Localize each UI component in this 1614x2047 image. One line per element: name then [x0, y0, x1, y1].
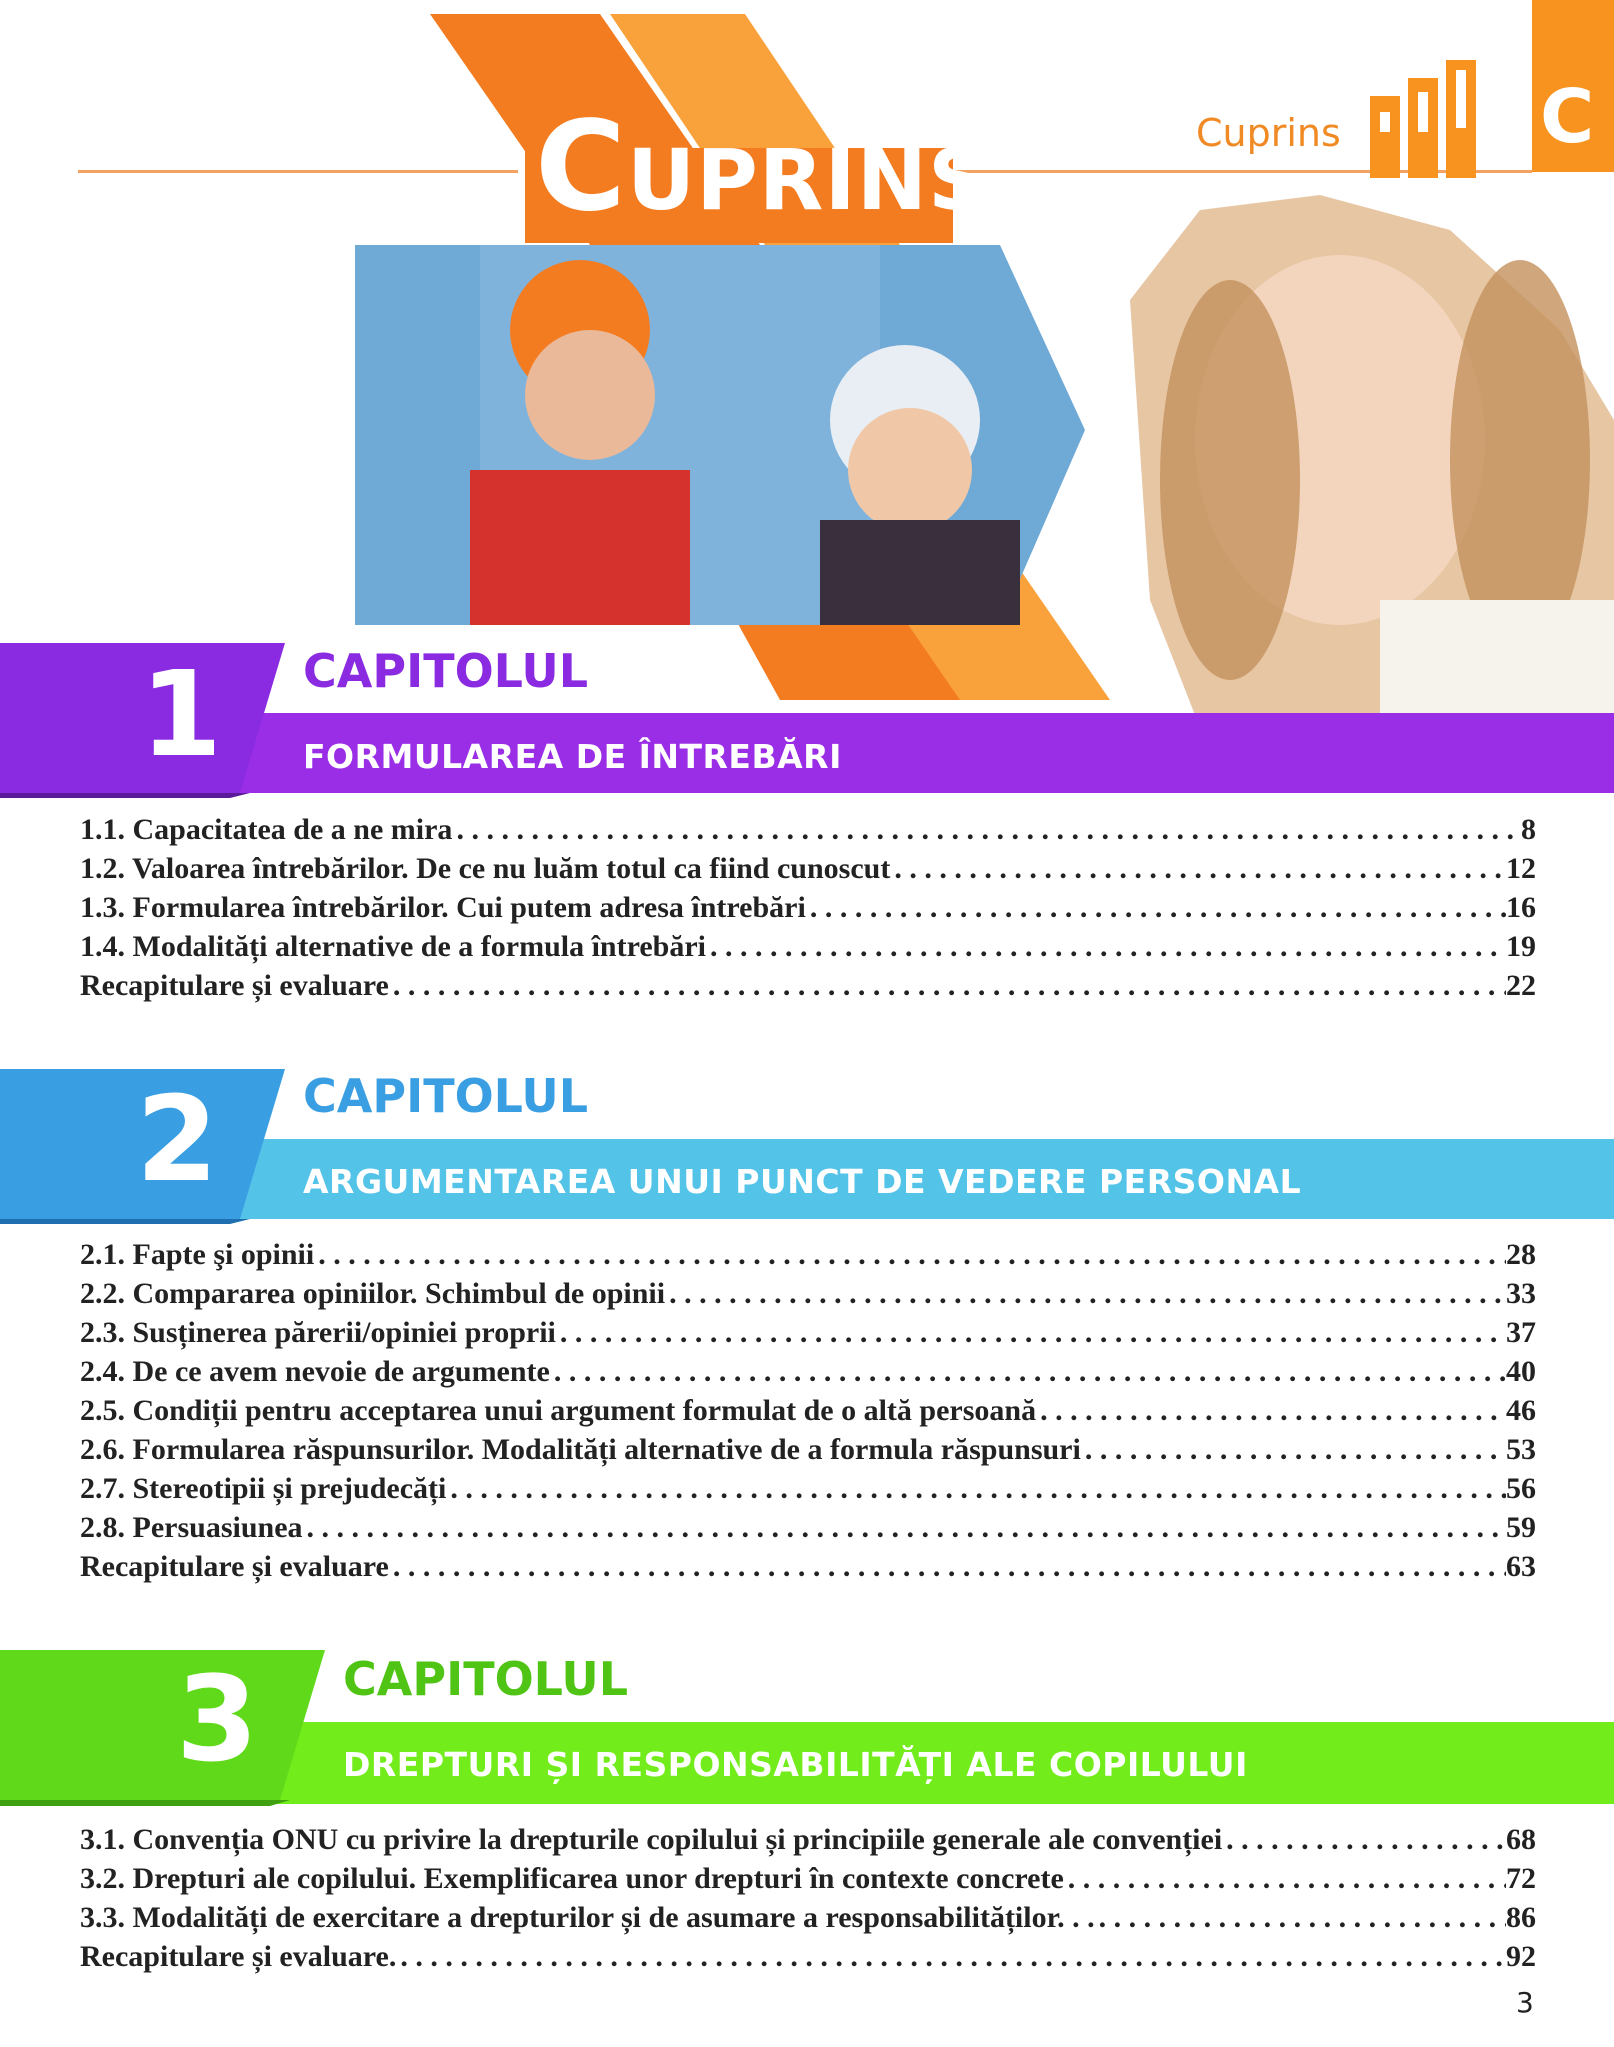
toc-item[interactable]: 3.2. Drepturi ale copilului. Exemplificarea unor drepturi în contexte concrete . . . 72 [80, 1862, 1536, 1901]
chapter-2-title: ARGUMENTAREA UNUI PUNCT DE VEDERE PERSONAL [303, 1162, 1302, 1201]
page-title: CUPRINS [535, 95, 990, 239]
chapter-1-toc [80, 813, 1536, 1008]
toc-item[interactable]: Recapitulare și evaluare. . . . 92 [80, 1940, 1536, 1979]
chapter-3-label: CAPITOLUL [343, 1652, 629, 1706]
corner-letter: C [1540, 74, 1595, 160]
chapter-3-title: DREPTURI ȘI RESPONSABILITĂȚI ALE COPILULUI [343, 1745, 1248, 1784]
toc-item[interactable]: 2.8. Persuasiunea . . . 59 [80, 1511, 1536, 1550]
photo-girl-hair [1160, 280, 1300, 680]
toc-item[interactable]: 3.1. Convenția ONU cu privire la drepturile copilului și principiile generale ale convenției . . . 68 [80, 1823, 1536, 1862]
chapter-1-title: FORMULAREA DE ÎNTREBĂRI [303, 737, 842, 776]
bars-icon [1368, 56, 1520, 180]
toc-item[interactable]: 3.3. Modalități de exercitare a drepturilor și de asumare a responsabilităților. . . . . . 86 [80, 1901, 1536, 1940]
toc-item[interactable]: 2.4. De ce avem nevoie de argumente . . . 40 [80, 1355, 1536, 1394]
toc-item[interactable]: 1.1. Capacitatea de a ne mira . . . 8 [80, 813, 1536, 852]
section-label: Cuprins [1196, 111, 1341, 155]
chapter-3-toc [80, 1823, 1536, 1979]
chapter-1-number: 1 [140, 645, 223, 783]
chapter-1-label: CAPITOLUL [303, 644, 589, 698]
chapter-2-toc [80, 1238, 1536, 1589]
photo-face-2 [848, 408, 972, 532]
toc-item[interactable]: 1.2. Valoarea întrebărilor. De ce nu luăm totul ca fiind cunoscut . . . 12 [80, 852, 1536, 891]
toc-item[interactable]: 2.7. Stereotipii și prejudecăți . . . 56 [80, 1472, 1536, 1511]
toc-item[interactable]: 2.1. Fapte şi opinii . . . 28 [80, 1238, 1536, 1277]
toc-item[interactable]: 2.6. Formularea răspunsurilor. Modalități alternative de a formula răspunsuri . . . 53 [80, 1433, 1536, 1472]
toc-item[interactable]: 2.3. Susținerea părerii/opiniei proprii . . . 37 [80, 1316, 1536, 1355]
toc-item[interactable]: 2.2. Compararea opiniilor. Schimbul de opinii . . . 33 [80, 1277, 1536, 1316]
chapter-3-number: 3 [176, 1650, 259, 1788]
chapter-2-label: CAPITOLUL [303, 1069, 589, 1123]
toc-item[interactable]: 1.3. Formularea întrebărilor. Cui putem adresa întrebări . . . 16 [80, 891, 1536, 930]
toc-item[interactable]: Recapitulare și evaluare . . . 63 [80, 1550, 1536, 1589]
chapter-2-number: 2 [136, 1070, 219, 1208]
photo-shirt-red [470, 470, 690, 625]
toc-item[interactable]: Recapitulare și evaluare . . . 22 [80, 969, 1536, 1008]
photo-face-1 [525, 330, 655, 460]
photo-shirt-dark [820, 520, 1020, 625]
toc-item[interactable]: 1.4. Modalități alternative de a formula întrebări . . . 19 [80, 930, 1536, 969]
page-number: 3 [1516, 1986, 1534, 2019]
toc-item[interactable]: 2.5. Condiții pentru acceptarea unui argument formulat de o altă persoană . . . 46 [80, 1394, 1536, 1433]
